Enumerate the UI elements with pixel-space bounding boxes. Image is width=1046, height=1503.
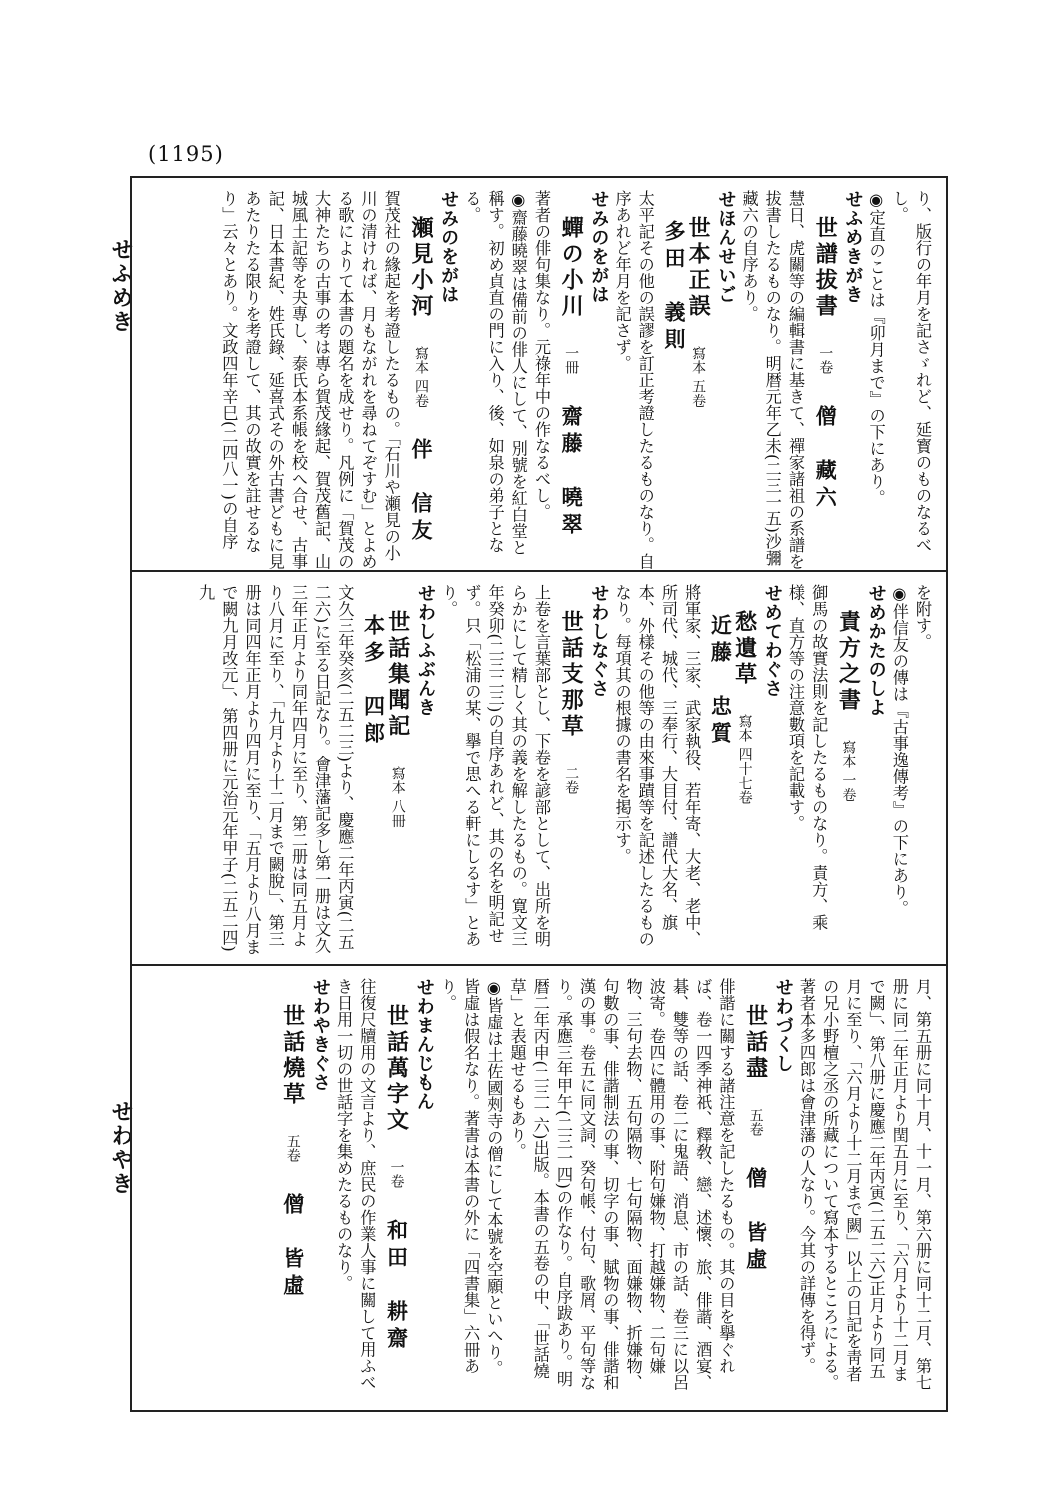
page-number: (1195)	[148, 142, 224, 166]
entry-author: 僧 藏六	[813, 404, 839, 513]
entry-body: 文久三年癸亥(二五二三)より、慶應二年丙寅(二五二六)に至る日記なり。會津藩記多し第一册は文久三年正月より同年四月に至り、第二册は同五月より八月に至り、「九月より十二月まで闕脫」、第三册は同四年正月より四月に至り、「五月より八月まで闕九月改元」、第四册に元治元年甲子(二五二四)九	[196, 584, 355, 956]
entry-heading: せわやきぐさ	[309, 978, 331, 1092]
entry-body: 將軍家、三家、武家執役、若年寄、大老、老中、所司代、城代、三奉行、大目付、譜代大名、旗本、外樣その他等の由來事蹟等を記述したるものなり。每項其の根據の書名を掲示す。	[612, 584, 702, 947]
note-text: ◉伴信友の傳は『古事逸傳考』の下にあり。	[889, 584, 909, 917]
entry-author: 齋藤 曉翠	[559, 404, 585, 540]
entry-title: 世話盡	[742, 1004, 769, 1082]
entry-title-line	[559, 584, 583, 958]
entry-body: 慧日、虎關等の編輯書に基きて、禪家諸祖の系譜を拔書したるものなり。明暦元年乙未(二三一五)沙彌藏六の自序あり。	[739, 190, 805, 570]
entry-author: 伴 信友	[408, 437, 434, 546]
entry-heading: せめかたのしよ	[865, 584, 887, 717]
entry-body: 賀茂社の緣起を考證したるもの。「石川や瀬見の小川の清ければ、月もながれを尋ねてぞすむ」とよめる歌によりて本書の題名を成せり。凡例に「賀茂の大神たちの古事の考は專ら賀茂緣起、賀茂舊記、山城風土記等を夬專し、泰氏本系帳を校へ合せ、古事記、日本書紀、姓氏錄、延喜式その外古書どもに見あたりたる限りを考證して、其の故實を註せるなり」云々とあり。文政四年辛巳(二四八一)の自序	[219, 190, 401, 570]
entry-author: 僧 皆虛	[280, 1192, 306, 1301]
section-3	[144, 978, 934, 1392]
entry-volumes: 五卷	[747, 1108, 764, 1137]
entry-volumes: 寫本 四十七卷	[736, 714, 753, 805]
margin-label-bottom: せわやき	[108, 1100, 134, 1196]
entry-title-line	[384, 978, 408, 1392]
entry-title: 世本正誤	[685, 216, 712, 320]
entry-volumes: 一冊	[563, 346, 580, 375]
entry-body: 上卷を言葉部とし、下卷を諺部として、出所を明らかにして精しく其の義を解したるもの。寛文三年癸卯(二三二三)の自序あれど、其の名を明記せず。只「松浦の某、擧で思へる軒にしるす」とあり。	[439, 584, 551, 947]
entry-heading: せみのをがは	[438, 190, 460, 304]
entry-title-line	[559, 190, 583, 572]
entry-volumes: 一卷	[817, 346, 834, 375]
entry-note: ◉皆虛は土佐國㓨寺の僧にして本號を空願といへり。皆虛は假名なり。著書は本書の外に「四書集」六冊あり。	[437, 978, 504, 1377]
entry-volumes: 五卷	[284, 1134, 301, 1163]
entry-author: 近藤 忠質	[708, 614, 734, 749]
entry-title-line	[663, 190, 710, 572]
body-text: り、版行の年月を記さゞれど、延寳のものなるべし。	[889, 190, 932, 553]
entry-title: 世話支那草	[558, 610, 585, 740]
entry-body: 往復尺牘用の文言より、庶民の作業人事に關して用ふべき日用一切の世話字を集めたるものなり。	[334, 978, 377, 1391]
entry-title-line	[836, 584, 860, 958]
entry-heading: せわしなぐさ	[588, 584, 610, 698]
section-divider-2	[132, 964, 946, 966]
entry-title-line	[709, 584, 756, 958]
entry-body: 著者の俳句集なり。元祿年中の作なるべし。	[531, 190, 551, 520]
entry-heading: せわまんじもん	[413, 978, 435, 1111]
entry-title-line	[409, 190, 433, 572]
entry-title: 責方之書	[835, 610, 862, 714]
section-2	[144, 584, 934, 958]
entry-heading: せめてわぐさ	[761, 584, 783, 698]
entry-body: 太平記その他の誤謬を訂正考證したるものなり。自序あれど年月を記さず。	[612, 190, 655, 570]
entry-author: 多田 義則	[661, 220, 687, 355]
body-text: を附す。	[913, 584, 932, 650]
entry-volumes: 寫本 一卷	[840, 740, 857, 802]
body-text: 月、第五册に同十月、十一月、第六册に同十二月、第七册に同二年正月より閏五月に至り、「六月より十二月まで闕」、第八册に慶應二年丙寅(二五二六)正月より同五月に至り、「六月より十二月まで闕」以上の日記を靑者の兄小野檀之丞の所藏について寫本するところによる。著者本多四郎は會津藩の人なり。今其の詳傳を得ず。	[796, 978, 932, 1391]
entry-heading: せわしふぶんき	[414, 584, 436, 717]
entry-body: 俳諧に關する諸注意を記したるもの。其の目を擧ぐれば、卷一四季神祇、釋敎、戀、述懷、旅、俳諧、酒宴、碁、雙等の話、卷二に鬼語、消息、市の話、卷三に以呂波寄。卷四に體用の事、附句嫌物、打越嫌物、二句嫌物、三句去物、五句隔物、七句隔物、面嫌物、折嫌物、句數の事、俳諧制法の事、切字の事、賦物の事、俳諧和漢の事。卷五に同文詞、癸句帳、付句、歌屑、平句等なり。承應三年甲午(二三一四)の作なり。自序跋あり。明暦二年丙申(二三一六)出版。本書の五卷の中、「世話燒草」と表題せるもあり。	[507, 978, 736, 1391]
entry-volumes: 寫本 八冊	[389, 766, 406, 828]
entry-heading: せみのをがは	[588, 190, 610, 304]
section-1	[144, 190, 934, 572]
entry-title: 世話燒草	[279, 1004, 306, 1108]
entry-heading: せわづくし	[772, 978, 794, 1073]
entry-volumes: 寫本 五卷	[690, 346, 707, 408]
entry-title: 蟬の小川	[558, 216, 585, 320]
entry-title: 世話集聞記	[384, 610, 411, 740]
entry-title-line	[813, 190, 837, 572]
entry-author: 本多 四郎	[361, 614, 387, 749]
entry-title-line	[362, 584, 409, 958]
entry-title: 世話萬字文	[383, 1004, 410, 1134]
entry-note: ◉齋藤曉翠は備前の俳人にして、別號を紅白堂と稱す。初め貞直の門に入り、後、如泉の弟子となる。	[462, 190, 528, 556]
entry-title: 愁遺草	[731, 610, 758, 688]
entry-title: 世譜拔書	[812, 216, 839, 320]
entry-heading: せほんせいご	[715, 190, 737, 304]
entry-volumes: 一卷	[388, 1160, 405, 1189]
entry-title-line	[281, 978, 305, 1392]
entry-heading: せふめきがき	[842, 190, 864, 304]
entry-author: 和田 耕齋	[384, 1218, 410, 1354]
entry-title: 瀬見小河	[407, 216, 434, 320]
margin-label-top: せふめき	[108, 238, 134, 334]
entry-title-line	[743, 978, 767, 1392]
entry-author: 僧 皆虛	[743, 1166, 769, 1275]
note-text: ◉定直のことは『卯月まで』の下にあり。	[866, 190, 886, 507]
entry-body: 御馬の故實法則を記したるものなり。責方、乘様、直方等の注意數項を記載す。	[785, 584, 829, 931]
entry-volumes: 二卷	[563, 766, 580, 795]
entry-volumes: 寫本 四卷	[412, 346, 429, 408]
page-frame	[130, 176, 948, 1412]
